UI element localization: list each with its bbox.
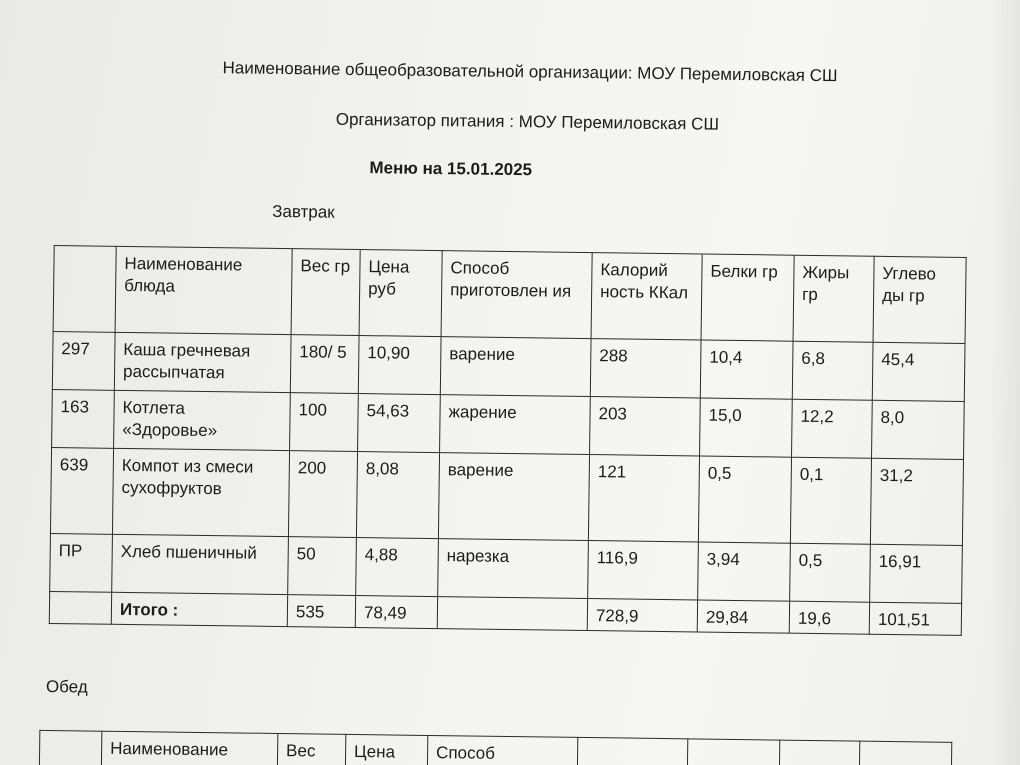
table-header-row <box>53 246 966 344</box>
row-weight: 100 <box>290 393 359 452</box>
table-row <box>50 448 963 546</box>
total-label: Итого : <box>111 592 287 626</box>
row-num: 639 <box>50 448 113 535</box>
row-fat: 0,5 <box>790 543 871 602</box>
row-weight: 50 <box>288 537 357 596</box>
row-calories: 203 <box>590 397 701 456</box>
header-fat <box>779 740 860 765</box>
header-weight: Вес <box>277 733 346 765</box>
row-method: варение <box>440 337 591 397</box>
total-carbs: 101,51 <box>869 602 961 635</box>
header-weight: Вес гр <box>291 249 360 336</box>
row-price: 54,63 <box>358 394 441 453</box>
row-carbs: 8,0 <box>872 400 965 459</box>
row-price: 4,88 <box>356 538 439 597</box>
row-protein: 15,0 <box>700 398 793 457</box>
row-price: 8,08 <box>356 452 439 539</box>
header-name: Наименование <box>101 731 278 765</box>
row-fat: 6,8 <box>792 341 873 400</box>
header-calories: Калорий ность ККал <box>591 253 702 340</box>
header-num <box>39 730 102 765</box>
total-calories: 728,9 <box>587 599 697 632</box>
header-calories <box>577 737 688 765</box>
header-name: Наименование блюда <box>115 246 292 334</box>
row-name: Хлеб пшеничный <box>112 534 289 594</box>
lunch-heading: Обед <box>45 676 88 697</box>
header-protein <box>687 739 780 765</box>
row-name: Котлета «Здоровье» <box>114 390 291 450</box>
table-header-row <box>39 730 952 765</box>
row-carbs: 45,4 <box>872 342 965 401</box>
row-method: варение <box>438 453 589 541</box>
row-weight: 200 <box>288 451 357 538</box>
header-protein: Белки гр <box>701 254 794 341</box>
row-method: жарение <box>440 395 591 455</box>
row-num: 297 <box>52 332 115 391</box>
header-carbs <box>859 741 952 765</box>
row-protein: 0,5 <box>698 456 791 543</box>
row-protein: 3,94 <box>698 542 791 601</box>
total-num <box>49 591 111 624</box>
row-weight: 180/ 5 <box>290 335 359 394</box>
row-name: Компот из смеси сухофруктов <box>112 448 289 536</box>
total-method <box>437 597 587 631</box>
header-method: Способ <box>427 735 578 765</box>
row-carbs: 31,2 <box>870 458 963 545</box>
row-method: нарезка <box>438 539 589 599</box>
header-price: Цена руб <box>359 250 442 337</box>
total-fat: 19,6 <box>789 601 869 634</box>
header-carbs: Углево ды гр <box>873 256 966 343</box>
caterer-line: Организатор питания : МОУ Перемиловская СШ <box>335 109 720 134</box>
header-fat: Жиры гр <box>793 255 874 342</box>
header-price: Цена <box>345 734 428 765</box>
row-name: Каша гречневая рассыпчатая <box>114 332 291 392</box>
row-calories: 288 <box>590 339 701 398</box>
breakfast-heading: Завтрак <box>272 201 335 222</box>
row-fat: 12,2 <box>792 399 873 458</box>
row-protein: 10,4 <box>700 340 793 399</box>
header-num <box>53 246 116 333</box>
row-num: ПР <box>50 533 113 592</box>
row-carbs: 16,91 <box>870 544 963 603</box>
breakfast-table <box>49 245 967 636</box>
lunch-table <box>39 730 953 765</box>
total-price: 78,49 <box>355 595 437 628</box>
total-protein: 29,84 <box>697 600 789 633</box>
menu-title: Меню на 15.01.2025 <box>369 158 533 180</box>
row-num: 163 <box>52 390 115 449</box>
organization-line: Наименование общеобразовательной организации: МОУ Перемиловская СШ <box>222 58 838 86</box>
row-calories: 116,9 <box>588 541 699 600</box>
row-price: 10,90 <box>358 336 441 395</box>
row-calories: 121 <box>588 455 699 542</box>
header-method: Способ приготовлен ия <box>441 251 592 339</box>
total-weight: 535 <box>287 595 355 628</box>
row-fat: 0,1 <box>790 457 871 544</box>
